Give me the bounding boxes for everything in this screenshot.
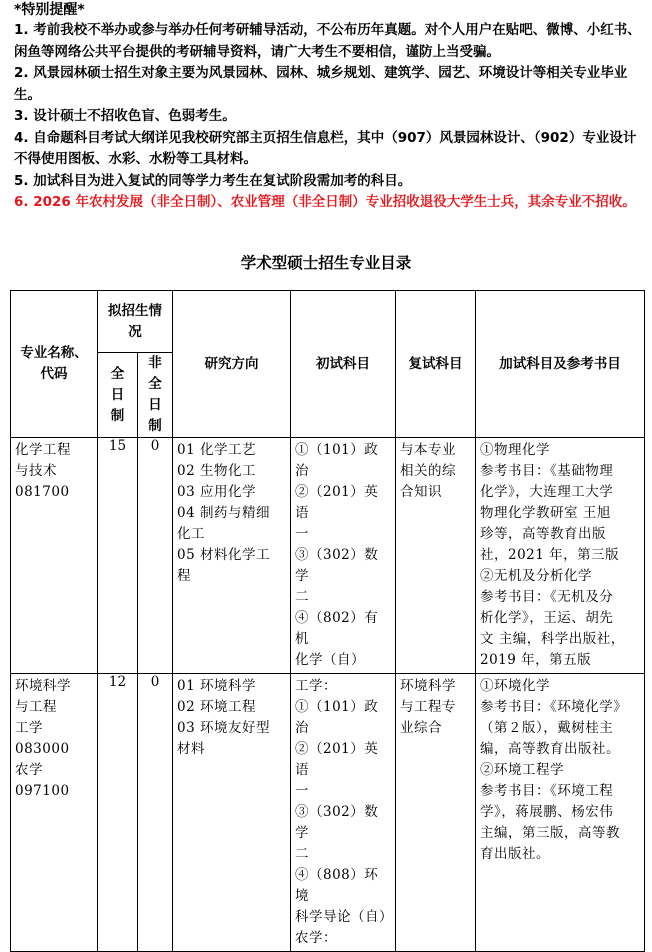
initial-line: 二 bbox=[295, 589, 309, 605]
extra-line: 参考书目：《无机及分 bbox=[480, 589, 614, 605]
extra-line: ②环境工程学 bbox=[480, 762, 564, 778]
notice-item-4: 4. 自命题科目考试大纲详见我校研究部主页招生信息栏，其中（907）风景园林设计、（902）专业设计不得使用图板、水彩、水粉等工具材料。 bbox=[14, 129, 637, 167]
initial-line: 化学（自） bbox=[295, 652, 365, 668]
extra-line: 参考书目：《环境工程 bbox=[480, 783, 614, 799]
notice-section bbox=[14, 0, 644, 214]
initial-line: ②（201）英语 bbox=[295, 484, 379, 521]
extra-line: 主编，第三版，高等教 bbox=[480, 825, 620, 841]
extra-line: ①物理化学 bbox=[480, 442, 550, 458]
major-line: 与工程 bbox=[15, 699, 57, 715]
catalog-table bbox=[10, 290, 645, 952]
extra-line: 编，高等教育出版社。 bbox=[480, 741, 620, 757]
cell-direction bbox=[173, 674, 291, 952]
header-fulltime-char: 日 bbox=[110, 386, 125, 403]
initial-line: ①（101）政治 bbox=[295, 699, 379, 736]
initial-line: 农学： bbox=[295, 930, 337, 946]
cell-initial bbox=[291, 438, 396, 674]
initial-line: ④（808）环境 bbox=[295, 867, 379, 904]
cell-fulltime: 15 bbox=[98, 438, 138, 674]
initial-line: 工学： bbox=[295, 678, 337, 694]
cell-retest bbox=[396, 438, 476, 674]
header-plan-label: 拟招生情况 bbox=[108, 302, 162, 340]
direction-line: 04 制药与精细 bbox=[177, 505, 270, 521]
table-row bbox=[11, 438, 645, 674]
cell-extra bbox=[476, 438, 645, 674]
major-line: 工学 bbox=[15, 720, 43, 736]
header-parttime-char: 非 bbox=[148, 355, 162, 371]
header-direction: 研究方向 bbox=[173, 291, 291, 438]
direction-line: 03 应用化学 bbox=[177, 484, 256, 500]
header-extra: 加试科目及参考书目 bbox=[476, 291, 645, 438]
extra-line: ②无机及分析化学 bbox=[480, 568, 592, 584]
cell-fulltime: 12 bbox=[98, 674, 138, 952]
extra-line: 析化学》，王运、胡先 bbox=[480, 610, 614, 626]
extra-line: 育出版社。 bbox=[480, 846, 550, 862]
initial-line: 一 bbox=[295, 783, 309, 799]
extra-line: 文 主编，科学出版社， bbox=[480, 631, 625, 647]
cell-initial bbox=[291, 674, 396, 952]
notice-item-2: 2. 风景园林硕士招生对象主要为风景园林、园林、城乡规划、建筑学、园艺、环境设计等相关专业毕业生。 bbox=[14, 65, 628, 103]
major-line: 农学 bbox=[15, 762, 43, 778]
notice-item-5: 5. 加试科目为进入复试的同等学力考生在复试阶段需加考的科目。 bbox=[14, 172, 412, 189]
notice-title: *特别提醒* bbox=[14, 2, 85, 18]
header-parttime-char: 全 bbox=[148, 376, 162, 392]
notice-item-3: 3. 设计硕士不招收色盲、色弱考生。 bbox=[14, 108, 236, 124]
cell-retest bbox=[396, 674, 476, 952]
retest-line: 相关的综 bbox=[400, 463, 456, 479]
direction-line: 程 bbox=[177, 568, 191, 584]
direction-line: 材料 bbox=[177, 741, 205, 757]
header-initial: 初试科目 bbox=[291, 291, 396, 438]
retest-line: 业综合 bbox=[400, 720, 442, 736]
major-line: 环境科学 bbox=[15, 678, 71, 694]
direction-line: 02 环境工程 bbox=[177, 699, 256, 715]
header-plan bbox=[98, 291, 173, 353]
notice-item-1: 1. 考前我校不举办或参与举办任何考研辅导活动，不公布历年真题。对个人用户在贴吧、微博、小红书、闲鱼等网络公共平台提供的考研辅导资料，请广大考生不要相信，谨防上当受骗。 bbox=[14, 22, 641, 60]
cell-major bbox=[11, 674, 98, 952]
extra-line: （第２版），戴树桂主 bbox=[480, 720, 614, 736]
header-major-label: 专业名称、代码 bbox=[20, 345, 88, 382]
header-fulltime-char: 制 bbox=[110, 407, 125, 424]
initial-line: ③（302）数学 bbox=[295, 804, 379, 841]
header-parttime bbox=[138, 353, 173, 438]
major-code: 097100 bbox=[15, 783, 70, 799]
extra-line: ①环境化学 bbox=[480, 678, 550, 694]
major-code: 081700 bbox=[15, 484, 70, 500]
direction-line: 03 环境友好型 bbox=[177, 720, 270, 736]
direction-line: 01 化学工艺 bbox=[177, 442, 256, 458]
extra-line: 2019 年，第五版 bbox=[480, 652, 592, 668]
major-code: 083000 bbox=[15, 741, 70, 757]
header-fulltime bbox=[98, 353, 138, 438]
header-retest: 复试科目 bbox=[396, 291, 476, 438]
extra-line: 物理化学教研室 王旭 bbox=[480, 505, 611, 521]
notice-item-6-highlight: 6. 2026 年农村发展（非全日制）、农业管理（非全日制）专业招收退役大学生士兵，其余专业不招收。 bbox=[14, 194, 636, 210]
retest-line: 环境科学 bbox=[400, 678, 456, 694]
cell-extra bbox=[476, 674, 645, 952]
header-major bbox=[11, 291, 98, 438]
initial-line: 科学导论（自） bbox=[295, 909, 393, 925]
initial-line: ①（101）政治 bbox=[295, 442, 379, 479]
extra-line: 化学》，大连理工大学 bbox=[480, 484, 614, 500]
major-line: 与技术 bbox=[15, 463, 57, 479]
extra-line: 参考书目：《环境化学》 bbox=[480, 699, 628, 715]
direction-line: 02 生物化工 bbox=[177, 463, 256, 479]
extra-line: 珍等，高等教育出版 bbox=[480, 526, 606, 542]
header-parttime-char: 制 bbox=[148, 418, 162, 434]
initial-line: 一 bbox=[295, 526, 309, 542]
direction-line: 01 环境科学 bbox=[177, 678, 256, 694]
initial-line: ②（201）英语 bbox=[295, 741, 379, 778]
major-line: 化学工程 bbox=[15, 442, 71, 458]
header-parttime-char: 日 bbox=[148, 397, 162, 413]
direction-line: 化工 bbox=[177, 526, 205, 542]
table-row bbox=[11, 674, 645, 952]
retest-line: 合知识 bbox=[400, 484, 442, 500]
catalog-title: 学术型硕士招生专业目录 bbox=[240, 254, 412, 272]
extra-line: 社，2021 年，第三版 bbox=[480, 547, 620, 563]
extra-line: 参考书目：《基础物理 bbox=[480, 463, 614, 479]
cell-parttime: 0 bbox=[138, 438, 173, 674]
header-fulltime-char: 全 bbox=[110, 365, 125, 382]
extra-line: 学》，蒋展鹏、杨宏伟 bbox=[480, 804, 614, 820]
cell-direction bbox=[173, 438, 291, 674]
direction-line: 05 材料化学工 bbox=[177, 547, 270, 563]
initial-line: ③（302）数学 bbox=[295, 547, 379, 584]
initial-line: 二 bbox=[295, 846, 309, 862]
cell-parttime: 0 bbox=[138, 674, 173, 952]
cell-major bbox=[11, 438, 98, 674]
retest-line: 与工程专 bbox=[400, 699, 456, 715]
retest-line: 与本专业 bbox=[400, 442, 456, 458]
initial-line: ④（802）有机 bbox=[295, 610, 379, 647]
